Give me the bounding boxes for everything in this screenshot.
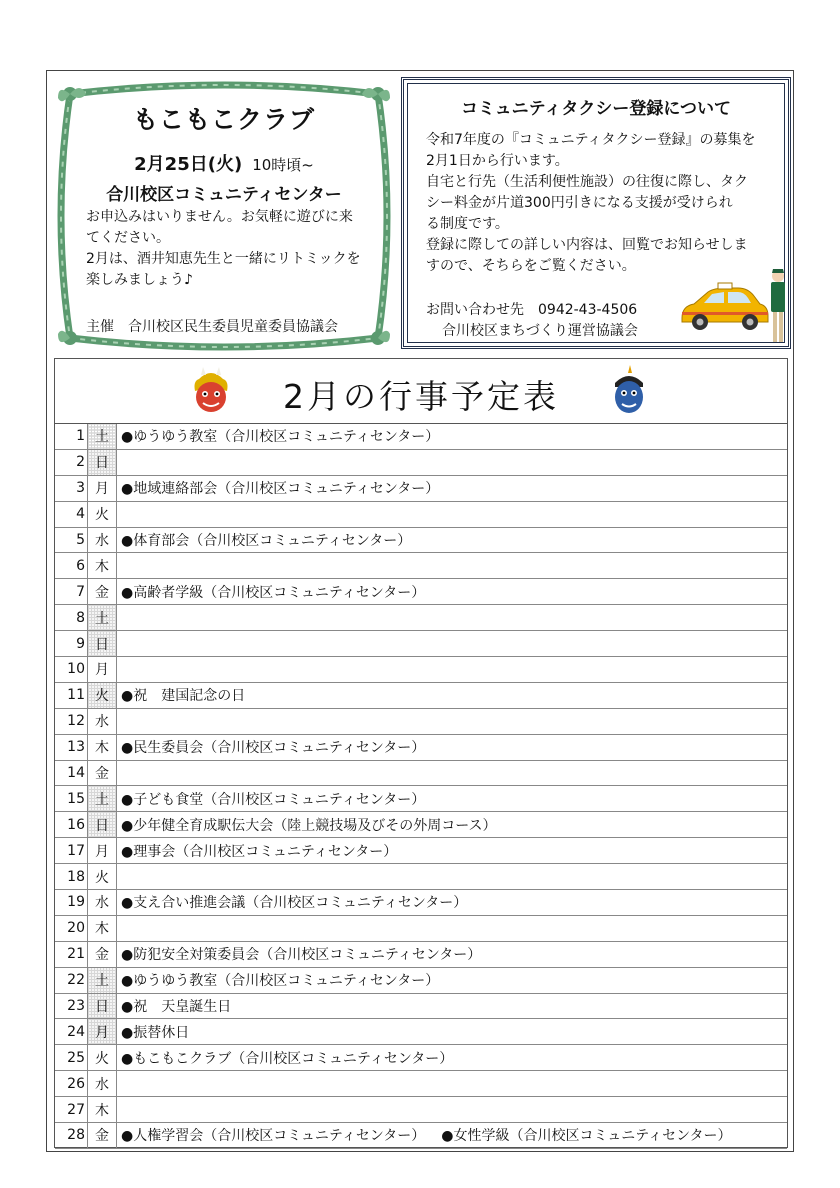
row-events (117, 527, 788, 553)
taxi-contact-phone: お問い合わせ先 0942-43-4506 (426, 302, 638, 318)
taxi-body-line: シー料金が片道300円引きになる支援が受けられ (426, 195, 733, 211)
row-weekday: 水 (88, 890, 117, 916)
row-day-number: 24 (55, 1019, 88, 1045)
taxi-title: コミュニティタクシー登録について (461, 99, 731, 119)
row-events (117, 786, 788, 812)
schedule-row (55, 915, 787, 941)
schedule-row (55, 734, 787, 760)
row-weekday: 水 (88, 527, 117, 553)
row-weekday: 水 (88, 708, 117, 734)
row-weekday: 月 (88, 838, 117, 864)
schedule-row (55, 890, 787, 916)
row-events (117, 605, 788, 631)
row-events (117, 915, 788, 941)
row-events (117, 553, 788, 579)
schedule-row (55, 553, 787, 579)
row-events (117, 1123, 788, 1149)
row-events (117, 890, 788, 916)
schedule-row (55, 1019, 787, 1045)
row-day-number: 3 (55, 475, 88, 501)
taxi-body-line: る制度です。 (426, 216, 509, 232)
club-notice (56, 80, 392, 352)
club-title: もこもこクラブ (132, 105, 315, 134)
schedule-row (55, 605, 787, 631)
row-weekday: 火 (88, 1045, 117, 1071)
club-organizer: 主催 合川校区民生委員児童委員協議会 (86, 319, 338, 335)
row-day-number: 26 (55, 1071, 88, 1097)
event-item: ●体育部会（合川校区コミュニティセンター） (121, 533, 412, 549)
schedule-table (54, 358, 788, 1148)
event-item: ●理事会（合川校区コミュニティセンター） (121, 843, 398, 860)
row-weekday: 木 (88, 915, 117, 941)
schedule-row (55, 1071, 787, 1097)
club-time: 10時頃~ (252, 156, 314, 174)
schedule-row (55, 527, 787, 553)
ribbon-bow-bottom-right (371, 331, 390, 345)
row-day-number: 12 (55, 708, 88, 734)
row-weekday: 金 (88, 1123, 117, 1149)
schedule-row (55, 424, 787, 449)
row-day-number: 18 (55, 864, 88, 890)
row-day-number: 25 (55, 1045, 88, 1071)
club-venue: 合川校区コミュニティセンター (106, 185, 342, 205)
schedule-row (55, 941, 787, 967)
row-day-number: 21 (55, 941, 88, 967)
row-day-number: 6 (55, 553, 88, 579)
row-day-number: 28 (55, 1123, 88, 1149)
schedule-rows (55, 424, 787, 1149)
row-weekday: 木 (88, 553, 117, 579)
event-item: ●ゆうゆう教室（合川校区コミュニティセンター） (121, 429, 440, 446)
row-day-number: 4 (55, 501, 88, 527)
row-day-number: 27 (55, 1097, 88, 1123)
row-day-number: 17 (55, 838, 88, 864)
taxi-body-line: 2月1日から行います。 (426, 153, 569, 169)
ribbon-bow-bottom-left (58, 331, 77, 345)
club-date-time (56, 150, 392, 176)
taxi-body-line: すので、そちらをご覧ください。 (426, 258, 636, 274)
taxi-body-line: 令和7年度の『コミュニティタクシー登録』の募集を (426, 132, 756, 148)
taxi-body-line: 自宅と行先（生活利便性施設）の往復に際し、タク (426, 174, 748, 190)
row-day-number: 16 (55, 812, 88, 838)
club-description (86, 207, 376, 291)
row-events (117, 941, 788, 967)
row-weekday: 日 (88, 449, 117, 475)
row-events (117, 967, 788, 993)
row-events (117, 1019, 788, 1045)
row-events (117, 760, 788, 786)
event-item: ●人権学習会（合川校区コミュニティセンター） (121, 1128, 426, 1145)
row-day-number: 20 (55, 915, 88, 941)
event-item: ●防犯安全対策委員会（合川校区コミュニティセンター） (121, 947, 482, 964)
row-events (117, 631, 788, 657)
event-item: ●もこもこクラブ（合川校区コミュニティセンター） (121, 1050, 454, 1067)
club-date: 2月25日(火) (134, 154, 243, 175)
club-body-line: お申込みはいりません。お気軽に遊びに来 (86, 209, 353, 225)
row-weekday: 日 (88, 631, 117, 657)
row-day-number: 14 (55, 760, 88, 786)
event-item: ●高齢者学級（合川校区コミュニティセンター） (121, 584, 426, 601)
schedule-row (55, 786, 787, 812)
row-weekday: 木 (88, 734, 117, 760)
row-weekday: 金 (88, 579, 117, 605)
row-day-number: 10 (55, 657, 88, 683)
row-events (117, 579, 788, 605)
row-weekday: 月 (88, 657, 117, 683)
event-item: ●祝 天皇誕生日 (121, 999, 232, 1016)
row-day-number: 1 (55, 424, 88, 449)
schedule-row (55, 682, 787, 708)
row-day-number: 15 (55, 786, 88, 812)
row-weekday: 土 (88, 424, 117, 449)
row-day-number: 5 (55, 527, 88, 553)
blue-oni-icon (611, 365, 647, 415)
club-body-line: てください。 (86, 230, 170, 246)
row-events (117, 838, 788, 864)
event-item: ●ゆうゆう教室（合川校区コミュニティセンター） (121, 973, 440, 990)
schedule-row (55, 475, 787, 501)
row-weekday: 水 (88, 1071, 117, 1097)
taxi-description (426, 130, 776, 277)
row-weekday: 木 (88, 1097, 117, 1123)
row-events (117, 864, 788, 890)
schedule-row (55, 1123, 787, 1149)
row-day-number: 7 (55, 579, 88, 605)
event-item: ●祝 建国記念の日 (121, 688, 246, 705)
row-events (117, 475, 788, 501)
schedule-title: 2月の行事予定表 (283, 377, 559, 416)
row-events (117, 449, 788, 475)
event-item: ●支え合い推進会議（合川校区コミュニティセンター） (121, 895, 468, 912)
schedule-row (55, 760, 787, 786)
row-day-number: 23 (55, 993, 88, 1019)
taxi-illustration (678, 266, 788, 346)
row-weekday: 月 (88, 475, 117, 501)
row-weekday: 火 (88, 501, 117, 527)
row-weekday: 金 (88, 941, 117, 967)
row-day-number: 8 (55, 605, 88, 631)
event-item: ●子ども食堂（合川校区コミュニティセンター） (121, 791, 426, 808)
taxi-contact-org: 合川校区まちづくり運営協議会 (442, 323, 638, 339)
row-weekday: 土 (88, 967, 117, 993)
row-day-number: 19 (55, 890, 88, 916)
event-item: ●女性学級（合川校区コミュニティセンター） (441, 1128, 732, 1145)
row-events (117, 993, 788, 1019)
row-weekday: 金 (88, 760, 117, 786)
row-weekday: 土 (88, 605, 117, 631)
row-events (117, 708, 788, 734)
row-events (117, 1097, 788, 1123)
row-weekday: 火 (88, 864, 117, 890)
taxi-notice (401, 77, 791, 349)
schedule-header (55, 359, 787, 424)
schedule-row (55, 838, 787, 864)
schedule-row (55, 657, 787, 683)
row-events (117, 501, 788, 527)
schedule-row (55, 864, 787, 890)
event-item: ●地域連絡部会（合川校区コミュニティセンター） (121, 481, 440, 498)
schedule-row (55, 449, 787, 475)
schedule-row (55, 1045, 787, 1071)
event-item: ●少年健全育成駅伝大会（陸上競技場及びその外周コース） (121, 817, 497, 834)
schedule-row (55, 631, 787, 657)
club-body-line: 2月は、酒井知恵先生と一緒にリトミックを (86, 251, 361, 267)
row-weekday: 日 (88, 812, 117, 838)
schedule-row (55, 579, 787, 605)
driver-person-icon (771, 269, 785, 342)
row-events (117, 1045, 788, 1071)
row-events (117, 812, 788, 838)
taxi-car-icon (682, 283, 768, 330)
row-day-number: 2 (55, 449, 88, 475)
event-item: ●民生委員会（合川校区コミュニティセンター） (121, 740, 426, 757)
schedule-row (55, 501, 787, 527)
taxi-contact (426, 300, 638, 342)
row-events (117, 1071, 788, 1097)
club-body-line: 楽しみましょう♪ (86, 272, 193, 288)
schedule-row (55, 1097, 787, 1123)
schedule-row (55, 967, 787, 993)
row-events (117, 657, 788, 683)
row-day-number: 9 (55, 631, 88, 657)
row-day-number: 13 (55, 734, 88, 760)
schedule-row (55, 993, 787, 1019)
row-day-number: 11 (55, 682, 88, 708)
row-weekday: 火 (88, 682, 117, 708)
row-weekday: 月 (88, 1019, 117, 1045)
taxi-body-line: 登録に際しての詳しい内容は、回覧でお知らせしま (426, 237, 748, 253)
row-events (117, 682, 788, 708)
row-weekday: 土 (88, 786, 117, 812)
row-events (117, 734, 788, 760)
row-events (117, 424, 788, 449)
event-item: ●振替休日 (121, 1024, 190, 1041)
schedule-row (55, 812, 787, 838)
row-weekday: 日 (88, 993, 117, 1019)
schedule-row (55, 708, 787, 734)
row-day-number: 22 (55, 967, 88, 993)
